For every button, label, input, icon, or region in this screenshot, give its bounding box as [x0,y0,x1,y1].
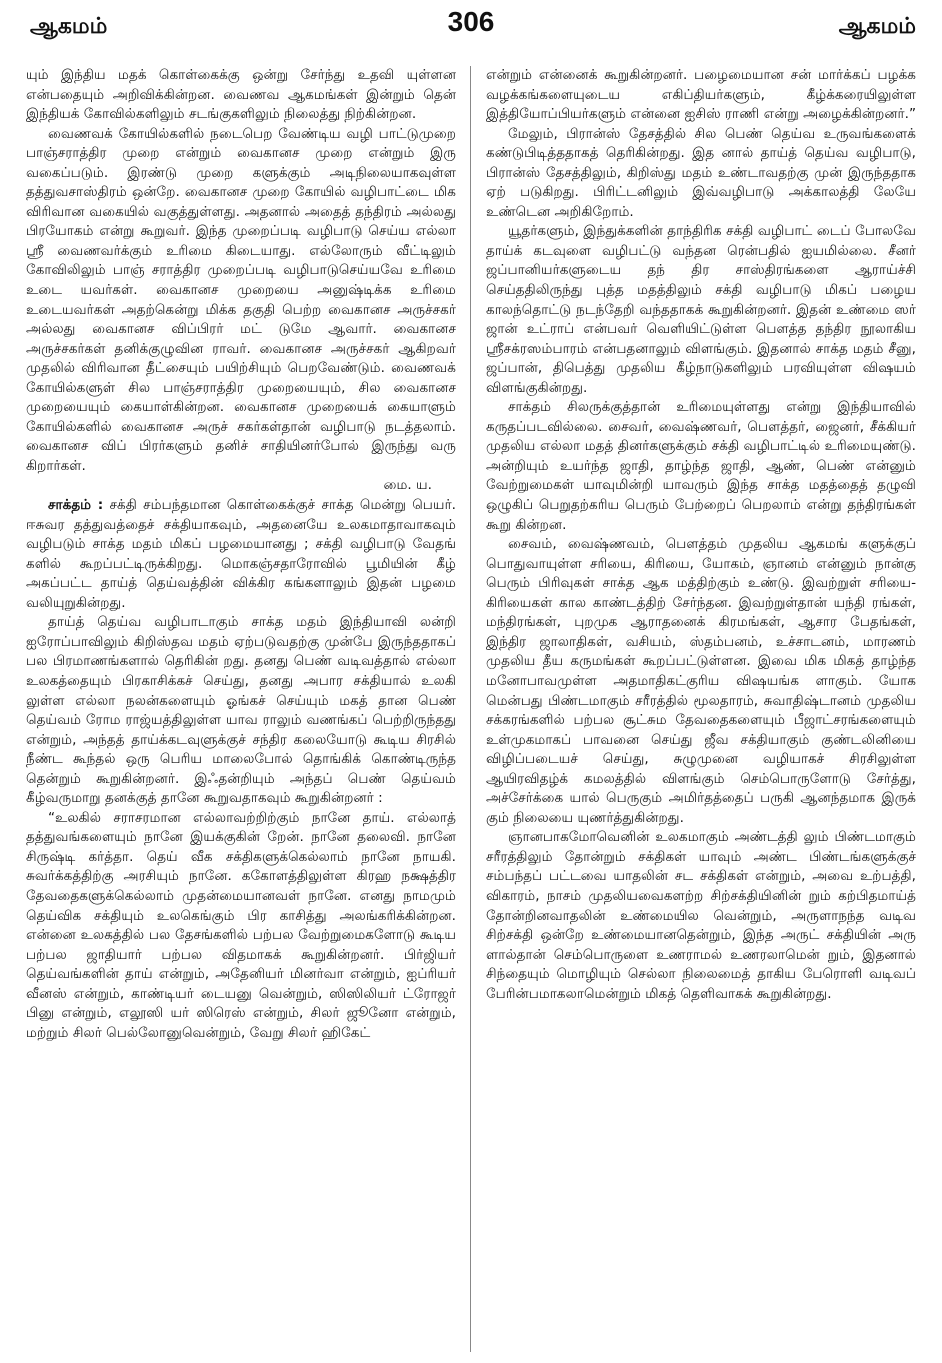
right-column [486,66,916,1004]
paragraph: சாக்தம் சிலருக்குத்தான் உரிமையுள்ளது என்று இந்தியாவில் கருதப்படவில்லை. சைவர், வைஷ்ணவர், பௌத்தர், ஜைனர், சீக்கியர் முதலிய எல்லா மதத் தினர்களுக்கும் சக்தி வழிபாட்டில் உரிமையுண்டு. அன்றியும் உயர்ந்த ஜாதி, தாழ்ந்த ஜாதி, ஆண், பெண் என்னும் வேற்றுமைகள் யாவுமின்றி யாவரும் இந்த சாக்த மதத்தைத் தழுவி ஒழுகிப் பெறுதற்கரிய பெரும் பேற்றைப் பெறலாம் என்று தந்திரங்கள் கூறு கின்றன. [486,399,916,533]
section-term: சாக்தம் : [48,497,104,514]
page-header [0,0,942,46]
author-signature: மை. ய. [383,477,432,494]
running-title-left: ஆகமம் [30,14,108,39]
left-column [26,66,456,1043]
column-divider [470,66,471,1352]
paragraph: மேலும், பிரான்ஸ் தேசத்தில் சில பெண் தெய்வ உருவங்களைக் கண்டுபிடித்ததாகத் தெரிகின்றது. இத னால் தாய்த் தெய்வ வழிபாடு, பிரான்ஸ் தேசத்திலும், கிறிஸ்து மதம் உண்டாவதற்கு முன் இருந்ததாக ஏற் படுகிறது. பிரிட்டனிலும் இவ்வழிபாடு அக்காலத்தி லேயே உண்டென அறிகிறோம். [486,125,916,220]
running-title-right: ஆகமம் [838,14,916,39]
paragraph: யூதர்களும், இந்துக்களின் தாந்திரிக சக்தி வழிபாட் டைப் போலவே தாய்க் கடவுளை வழிபட்டு வந்தன ரென்பதில் ஐயமில்லை. சீனர் ஜப்பானியர்களுடைய தந் திர சாஸ்திரங்களை ஆராய்ச்சி செய்ததிலிருந்து புத்த மதத்திலும் சக்தி வழிபாடு மிகப் பழைய காலந்தொட்டு நடந்தேறி வந்ததாகக் கூறுகின்றனர். இதன் உண்மை ஸர் ஜான் உட்ராப் என்பவர் வெளியிட்டுள்ள பௌத்த தந்திர நூலாகிய ஸ்ரீசக்ரஸம்பாரம் என்பதனாலும் விளங்கும். இதனால் சாக்த மதம் சீனு, ஜப்பான், திபெத்து முதலிய கீழ்நாடுகளிலும் பரவியுள்ள விஷயம் விளங்குகின்றது. [486,223,916,396]
paragraph: சைவம், வைஷ்ணவம், பௌத்தம் முதலிய ஆகமங் களுக்குப் பொதுவாயுள்ள சரியை, கிரியை, யோகம், ஞானம் என்னும் நான்கு பெரும் பிரிவுகள் சாக்த ஆக மத்திற்கும் உண்டு. இவற்றுள் சரியை-கிரியைகள் கால காண்டத்திற் சேர்ந்தன. இவற்றுள்தான் யந்தி ரங்கள், மந்திரங்கள், புறமுக ஆராதனைக் கிரமங்கள், ஆசார பேதங்கள், இந்திர ஜாலாதிகள், வசியம், ஸ்தம்பனம், உச்சாடனம், மாரணம் முதலிய தீய கருமங்கள் கூறப்பட்டுள்ளன. இவை மிக மிகத் தாழ்ந்த மனோபாவமுள்ள அதமாதிகட்குரிய விஷயங்க ளாகும். யோக மென்பது பிண்டமாகும் சரீரத்தில் மூலதாரம், சுவாதிஷ்டானம் முதலிய சக்கரங்களில் பற்பல சூட்சும தேவதைகளையும் பீஜாட்சரங்களையும் உள்முகமாகப் பாவனை செய்து ஜீவ சக்தியாகும் குண்டலினியை விழிப்படையச் செய்து, சுழுமுனை வழியாகச் சிரசிலுள்ள ஆயிரவிதழ்க் கமலத்தில் விளங்கும் செம்பொருளோடு சேர்த்து, அச்சேர்க்கை யால் பெருகும் அமிர்தத்தைப் பருகி ஆனந்தமாக இருக் கும் நிலையை யுணர்த்துகின்றது. [486,536,916,826]
paragraph-text: சக்தி சம்பந்தமான கொள்கைக்குச் சாக்த மென்று பெயர். ஈசுவர தத்துவத்தைச் சக்தியாகவும், அதனையே உலகமாதாவாகவும் வழிபடும் சாக்த மதம் மிகப் பழமையானது ; சக்தி வழிபாடு வேதங் களில் கூறப்பட்டிருக்கிறது. மொகஞ்சதாரோவில் பூமியின் கீழ் அகப்பட்ட தாய்த் தெய்வத்தின் விக்கிர கங்களாலும் இதன் பழமை வலியுறுகின்றது. [26,497,456,611]
page-number: 306 [447,6,495,37]
quotation-paragraph: “உலகில் சராசரமான எல்லாவற்றிற்கும் நானே தாய். எல்லாத் தத்துவங்களையும் நானே இயக்குகின் றேன். நானே தலைவி. நானே சிருஷ்டி கர்த்தா. தெய் வீக சக்திகளுக்கெல்லாம் நானே நாயகி. சுவர்க்கத்திற்கு அரசியும் நானே. ககோளத்திலுள்ள கிரஹ நக்ஷத்திர தேவதைகளுக்கெல்லாம் முதன்மையானவள் நானே. எனது நாமமும் தெய்விக சக்தியும் உலகெங்கும் பிர காசித்து அலங்கரிக்கின்றன. என்னை உலகத்தில் பல தேசங்களில் பற்பல வேற்றுமைகளோடு கூடிய பற்பல ஜாதியார் பற்பல விதமாகக் கூறுகின்றனர். பிர்ஜியர் தெய்வங்களின் தாய் என்றும், அதேனியர் மினர்வா என்றும், ஐப்ரியர் வீனஸ் என்றும், காண்டியர் டையனு வென்றும், ஸிஸிலியர் ட்ரோஜர் பினு என்றும், எலூஸி யர் ஸிரெஸ் என்றும், சிலர் ஜூனோ என்றும், மற்றும் சிலர் பெல்லோனுவென்றும், வேறு சிலர் ஹிகேட் [26,809,456,1041]
paragraph [26,496,456,613]
paragraph [26,125,456,477]
paragraph: தாய்த் தெய்வ வழிபாடாகும் சாக்த மதம் இந்தியாவி லன்றி ஐரோப்பாவிலும் கிறிஸ்தவ மதம் ஏற்படுவதற்கு முன்பே இருந்ததாகப் பல பிரமாணங்களால் தெரிகின் றது. தனது பெண் வடிவத்தால் எல்லா உலகத்தையும் பிரகாசிக்கச் செய்து, தனது அபார சக்தியால் உலகி லுள்ள எல்லா நலன்களையும் ஓங்கச் செய்யும் மகத் தான பெண் தெய்வம் ரோம ராஜ்யத்திலுள்ள யாவ ராலும் வணங்கப் பெற்றிருந்தது என்றும், அந்தத் தாய்க்கடவுளுக்குச் சந்திர கலையோடு கூடிய சிரசில் நீண்ட கூந்தல் ஒரு பெரிய மாலைபோல் தொங்கிக் கொண்டிருந்த தென்றும் கூறுகின்றனர். இஃதன்றியும் அந்தப் பெண் தெய்வம் கீழ்வருமாறு தனக்குத் தானே கூறுவதாகவும் கூறுகின்றனர் : [26,614,456,807]
paragraph: யும் இந்திய மதக் கொள்கைக்கு ஒன்று சேர்ந்து உதவி யுள்ளன என்பதையும் அறிவிக்கின்றன. வைணவ ஆகமங்கள் இன்றும் தென் இந்தியக் கோவில்களிலும் சடங்குகளிலும் நிலைத்து நிற்கின்றன. [26,67,456,123]
paragraph-text: வைணவக் கோயில்களில் நடைபெற வேண்டிய வழி பாட்டுமுறை பாஞ்சராத்திர முறை என்றும் வைகானச முறை என்றும் இரு வகைப்படும். இரண்டு முறை களுக்கும் அடிநிலையாகவுள்ள தத்துவசாஸ்திரம் ஒன்றே. வைகானச முறை கோயில் வழிபாட்டை மிக விரிவான வகையில் வகுத்துள்ளது. அதனால் அதைத் தந்திரம் அல்லது பிரயோகம் என்று கூறுவர். இந்த முறைப்படி வழிபாடு செய்ய எல்லா ஸ்ரீ வைணவர்க்கும் உரிமை கிடையாது. எல்லோரும் வீட்டிலும் கோவிலிலும் பாஞ் சராத்திர முறைப்படி வழிபாடுசெய்யவே உரிமை உடை யவர்கள். வைகானச முறையை அனுஷ்டிக்க உரிமை உடையவர்கள் அதற்கென்று மிக்க தகுதி பெற்ற வைகானச அருச்சகர் அல்லது வைகானச விப்பிரர் மட் டுமே ஆவார். வைகானச அருச்சகர்கள் தனிக்குழுவின ராவர். வைகானச அருச்சகர் ஆகிறவர் முதலில் விரிவான தீட்சையும் பயிற்சியும் பெறவேண்டும். வைணவக் கோயில்களுள் சில பாஞ்சராத்திர முறையையும், சில வைகானச முறையையும் கையாள்கின்றன. வைகானச முறையைக் கையாளும் கோயில்களில் வைகானச அருச் சகர்கள்தான் வழிபாடு நடத்தலாம். வைகானச விப் பிரர்களும் தனிச் சாதியினர்போல் இருந்து வரு கிறார்கள். [26,125,456,474]
paragraph: என்றும் என்னைக் கூறுகின்றனர். பழைமையான சன் மார்க்கப் பழக்க வழக்கங்களையுடைய எகிப்தியர்களும், கீழ்க்கரையிலுள்ள இத்தியோப்பியர்களும் என்னை ஐசிஸ் ராணி என்று அழைக்கின்றனர்.” [486,67,916,123]
paragraph: ஞானபாகமோவெனின் உலகமாகும் அண்டத்தி லும் பிண்டமாகும் சரீரத்திலும் தோன்றும் சக்திகள் யாவும் அண்ட பிண்டங்களுக்குச் சம்பந்தப் பட்டவை யாதலின் சட சக்திகள் என்றும், அவை உற்பத்தி, விகாரம், நாசம் முதலியவைகளற்ற சிற்சக்தியினின் றும் கற்பிதமாய்த் தோன்றினவாதலின் உண்மையில வென்றும், அருளாநந்த வடிவ சிற்சக்தி ஒன்றே உண்மையானதென்றும், இந்த அருட் சக்தியின் அரு ளால்தான் செம்பொருளை உணராமல் உணரலாமென் றும், இதனால் சிந்தையும் மொழியும் செல்லா நிலைமைத் தாகிய பேரொளி வடிவப் பேரின்பமாகலாமென்றும் மிகத் தெளிவாகக் கூறுகின்றது. [486,829,916,1002]
